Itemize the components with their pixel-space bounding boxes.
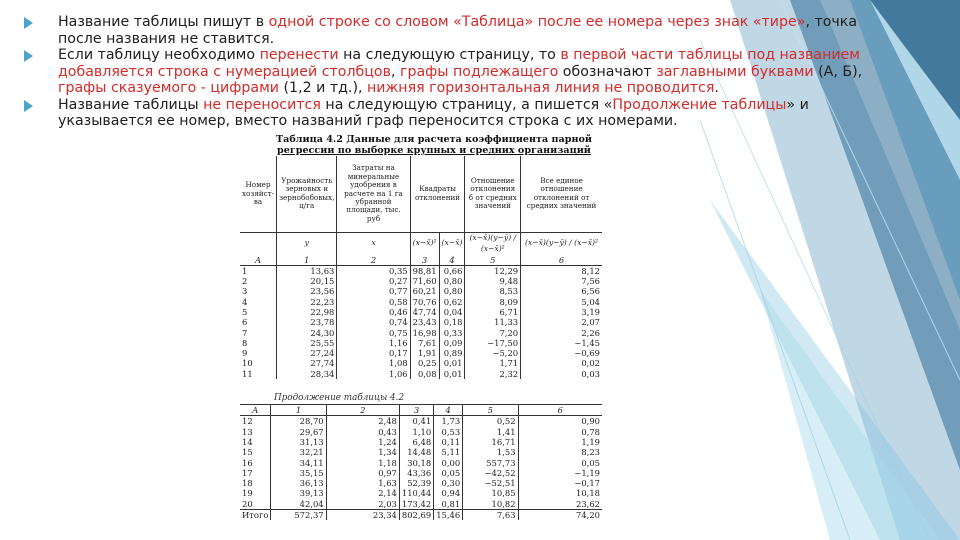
table-cell: 0,41 xyxy=(399,416,433,427)
table-cell: 6 xyxy=(242,317,248,328)
table-cell: 6,71 xyxy=(465,307,521,317)
table-row xyxy=(240,338,602,348)
table-cell: 173,42 xyxy=(399,499,433,510)
table-row xyxy=(240,369,602,379)
table-cell: 0,27 xyxy=(337,276,410,286)
table-cell: −17,50 xyxy=(465,338,521,348)
table-cell: 71,60 xyxy=(410,276,439,286)
table-total-row xyxy=(240,510,602,521)
table-cell: 10 xyxy=(242,358,253,369)
table-cell: 0,90 xyxy=(518,416,602,427)
continuation-body xyxy=(240,416,602,520)
table-cell: 12,29 xyxy=(465,265,521,276)
plain-text: Название таблицы пишут в xyxy=(58,14,269,30)
table-cell: 0,01 xyxy=(439,369,465,379)
table-cell: 0,25 xyxy=(410,358,439,368)
table-cell: 27,74 xyxy=(277,358,337,368)
table-cell: 60,21 xyxy=(410,286,439,296)
highlighted-text: перенести xyxy=(259,47,339,63)
table-index-cell: 2 xyxy=(337,255,410,266)
table-cell: 47,74 xyxy=(410,307,439,317)
table-row xyxy=(240,488,602,498)
table-index-cell: 6 xyxy=(518,405,602,416)
table-cell: 32,21 xyxy=(271,447,326,457)
table-cell: 0,75 xyxy=(337,328,410,338)
table-row xyxy=(240,276,602,286)
table-cell: 29,67 xyxy=(271,427,326,437)
table-cell: 20,15 xyxy=(277,276,337,286)
table-body xyxy=(240,265,602,379)
highlighted-text: нижняя горизонтальная линия не проводится xyxy=(367,80,715,96)
plain-text: Название таблицы xyxy=(58,96,204,113)
table-cell: 2,07 xyxy=(521,317,602,327)
table-symbol-cell xyxy=(240,232,277,255)
continuation-table xyxy=(240,404,602,520)
table-cell: 34,11 xyxy=(271,458,326,468)
table-index-cell: А xyxy=(240,255,277,266)
table-cell: 1,71 xyxy=(465,358,521,368)
table-cell: 42,04 xyxy=(271,499,326,510)
table-cell: 1,24 xyxy=(326,437,399,447)
table-cell: 7,56 xyxy=(521,276,602,286)
table-cell: −0,69 xyxy=(521,348,602,358)
plain-text: , точка после названия не ставится. xyxy=(58,14,858,47)
table-row xyxy=(240,447,602,457)
bullet-item xyxy=(20,97,900,130)
table-header-cell: Урожайность зерновых и зернобобовых, ц/га xyxy=(277,156,337,232)
bullet-arrow-icon xyxy=(24,17,33,29)
table-header-cell: Затраты на минеральные удобрения в расчете на 1 га убранной площади, тыс. руб xyxy=(337,156,410,232)
table-row xyxy=(240,416,602,427)
table-cell: 0,09 xyxy=(439,338,465,348)
table-cell: 1,08 xyxy=(337,358,410,368)
table-cell: 0,81 xyxy=(434,499,463,510)
table-cell: 11,33 xyxy=(465,317,521,327)
table-cell: 0,18 xyxy=(439,317,465,327)
table-symbol-cell: (x−x̄)(y−ȳ) / (x−x̄)² xyxy=(521,232,602,255)
table-cell: 13 xyxy=(242,426,253,437)
table-cell: 36,13 xyxy=(271,478,326,488)
table-cell: 16,71 xyxy=(463,437,518,447)
table-cell: 1,18 xyxy=(326,458,399,468)
table-row xyxy=(240,297,602,307)
table-row xyxy=(240,458,602,468)
table-cell: 0,33 xyxy=(439,328,465,338)
table-cell: 8,12 xyxy=(521,265,602,276)
table-cell: 0,11 xyxy=(434,437,463,447)
table-cell: 22,98 xyxy=(277,307,337,317)
table-cell: −52,51 xyxy=(463,478,518,488)
table-cell: 0,80 xyxy=(439,276,465,286)
table-row xyxy=(240,307,602,317)
table-header-row xyxy=(240,156,602,232)
table-cell: 18 xyxy=(242,478,253,489)
bullet-text xyxy=(58,47,862,96)
table-cell: 10,18 xyxy=(518,488,602,498)
table-cell: 15,46 xyxy=(434,510,463,521)
table-cell: 0,66 xyxy=(439,265,465,276)
table-row xyxy=(240,437,602,447)
table-cell: 7,61 xyxy=(410,338,439,348)
table-cell: 0,89 xyxy=(439,348,465,358)
highlighted-text: не переносится xyxy=(203,96,321,113)
table-cell: 1 xyxy=(242,265,248,276)
bullet-item xyxy=(20,47,900,97)
table-cell: 31,13 xyxy=(271,437,326,447)
table-row xyxy=(240,499,602,510)
table-cell: 23,43 xyxy=(410,317,439,327)
plain-text: . xyxy=(714,80,719,96)
table-cell: 70,76 xyxy=(410,297,439,307)
plain-text: » и указывается ее номер, вместо названий граф переносится строка с их номерами. xyxy=(58,96,809,129)
table-cell: 52,39 xyxy=(399,478,433,488)
table-caption-line: Таблица 4.2 Данные для расчета коэффициента парной xyxy=(275,134,593,145)
table-cell: 27,24 xyxy=(277,348,337,358)
highlighted-text: одной строке со словом «Таблица» после ее номера через знак «тире» xyxy=(268,14,806,30)
table-cell: 7 xyxy=(242,327,248,338)
table-cell: 0,05 xyxy=(434,468,463,478)
table-cell: 30,18 xyxy=(399,458,433,468)
table-cell: 0,80 xyxy=(439,286,465,296)
table-cell: 6,56 xyxy=(521,286,602,296)
table-symbol-cell: y xyxy=(277,232,337,255)
table-cell: 0,04 xyxy=(439,307,465,317)
table-cell: 1,91 xyxy=(410,348,439,358)
table-cell: 5,11 xyxy=(434,447,463,457)
table-cell: 28,34 xyxy=(277,369,337,379)
table-cell: 2,26 xyxy=(521,328,602,338)
table-index-cell: 3 xyxy=(410,255,439,266)
table-cell: 2,03 xyxy=(326,499,399,510)
bullet-text xyxy=(58,14,857,47)
table-cell: 23,62 xyxy=(518,499,602,510)
plain-text: (1,2 и тд.), xyxy=(279,80,368,96)
table-cell: 0,74 xyxy=(337,317,410,327)
table-cell: 110,44 xyxy=(399,488,433,498)
table-row xyxy=(240,348,602,358)
table-cell: 0,58 xyxy=(337,297,410,307)
table-cell: 74,20 xyxy=(518,510,602,521)
table-cell: 22,23 xyxy=(277,297,337,307)
table-index-cell: 1 xyxy=(277,255,337,266)
table-cell: Итого xyxy=(240,510,271,521)
highlighted-text: в первой части таблицы под названием добавляется строка с нумерацией столбцов xyxy=(58,47,861,80)
table-cell: 0,17 xyxy=(337,348,410,358)
table-row xyxy=(240,468,602,478)
table-header-cell: Отношение отклонения б от средних значений xyxy=(465,156,521,232)
table-cell: 2,32 xyxy=(465,369,521,379)
table-header-cell: Квадраты отклонений xyxy=(410,156,465,232)
table-cell: 802,69 xyxy=(399,510,433,521)
table-cell: 1,41 xyxy=(463,427,518,437)
table-cell: 23,34 xyxy=(326,510,399,521)
table-header-cell: Номер хозяйст-ва xyxy=(240,156,277,232)
table-cell: −1,19 xyxy=(518,468,602,478)
table-cell: 7,63 xyxy=(463,510,518,521)
table-cell: −5,20 xyxy=(465,348,521,358)
plain-text: на следующую страницу, то xyxy=(338,47,561,63)
table-cell: 2,48 xyxy=(326,416,399,427)
bullet-item xyxy=(20,14,900,47)
table-symbol-cell: (x−x̄)² xyxy=(410,232,439,255)
table-row xyxy=(240,427,602,437)
table-cell: 9,48 xyxy=(465,276,521,286)
highlighted-text: Продолжение таблицы xyxy=(612,96,787,113)
table-symbol-cell: x xyxy=(337,232,410,255)
table-index-cell: 1 xyxy=(271,405,326,416)
table-cell: 17 xyxy=(242,467,253,478)
table-cell: 572,37 xyxy=(271,510,326,521)
table-cell: 1,53 xyxy=(463,447,518,457)
table-cell: 39,13 xyxy=(271,488,326,498)
table-cell: 0,52 xyxy=(463,416,518,427)
table-cell: 1,06 xyxy=(337,369,410,379)
table-row xyxy=(240,265,602,276)
table-cell: 8 xyxy=(242,337,248,348)
table-cell: 1,19 xyxy=(518,437,602,447)
table-cell: 3 xyxy=(242,286,248,297)
table-cell: 16,98 xyxy=(410,328,439,338)
plain-text: (А, Б), xyxy=(813,63,863,80)
table-cell: −1,45 xyxy=(521,338,602,348)
table-cell: 0,78 xyxy=(518,427,602,437)
table-index-cell: 5 xyxy=(463,405,518,416)
table-cell: 0,62 xyxy=(439,297,465,307)
table-cell: 0,46 xyxy=(337,307,410,317)
bullet-arrow-icon xyxy=(24,100,33,112)
highlighted-text: графы подлежащего xyxy=(400,63,559,80)
table-cell: 25,55 xyxy=(277,338,337,348)
table-cell: 0,94 xyxy=(434,488,463,498)
table-index-cell: А xyxy=(240,405,271,416)
table-cell: 10,85 xyxy=(463,488,518,498)
table-cell: 23,78 xyxy=(277,317,337,327)
table-cell: 19 xyxy=(242,488,253,499)
table-cell: 1,63 xyxy=(326,478,399,488)
table-caption-line: регрессии по выборке крупных и средних организаций xyxy=(277,145,591,156)
table-index-row xyxy=(240,255,602,266)
table-cell: 0,05 xyxy=(518,458,602,468)
table-cell: 14 xyxy=(242,436,253,447)
table-index-cell: 6 xyxy=(521,255,602,266)
table-cell: 0,53 xyxy=(434,427,463,437)
table-cell: 557,73 xyxy=(463,458,518,468)
table-index-cell: 3 xyxy=(399,405,433,416)
table-symbol-row xyxy=(240,232,602,255)
table-row xyxy=(240,358,602,368)
table-cell: 0,02 xyxy=(521,358,602,368)
table-row xyxy=(240,317,602,327)
table-caption xyxy=(258,134,610,156)
table-row xyxy=(240,328,602,338)
table-cell: 1,10 xyxy=(399,427,433,437)
table-cell: 0,77 xyxy=(337,286,410,296)
table-cell: 4 xyxy=(242,296,248,307)
plain-text: Если таблицу необходимо xyxy=(58,47,260,63)
table-symbol-cell: (x−x̄)(y−ȳ) / (x−x̄)² xyxy=(465,232,521,255)
table-cell: 6,48 xyxy=(399,437,433,447)
table-cell: −0,17 xyxy=(518,478,602,488)
table-cell: 20 xyxy=(242,498,253,509)
table-cell: 0,01 xyxy=(439,358,465,368)
table-cell: 43,36 xyxy=(399,468,433,478)
table-cell: 2 xyxy=(242,276,248,287)
table-index-cell: 2 xyxy=(326,405,399,416)
table-cell: 0,35 xyxy=(337,265,410,276)
table-index-cell: 5 xyxy=(465,255,521,266)
table-cell: 5,04 xyxy=(521,297,602,307)
table-index-cell: 4 xyxy=(439,255,465,266)
table-cell: 3,19 xyxy=(521,307,602,317)
table-cell: 12 xyxy=(242,416,253,427)
table-cell: 23,56 xyxy=(277,286,337,296)
table-cell: 1,16 xyxy=(337,338,410,348)
table-cell: 1,73 xyxy=(434,416,463,427)
table-cell: 24,30 xyxy=(277,328,337,338)
table-cell: 0,00 xyxy=(434,458,463,468)
bullet-arrow-icon xyxy=(24,50,33,62)
table-cell: 0,03 xyxy=(521,369,602,379)
table-cell: 0,43 xyxy=(326,427,399,437)
table-cell: 35,15 xyxy=(271,468,326,478)
table-cell: 0,30 xyxy=(434,478,463,488)
table-row xyxy=(240,286,602,296)
table-cell: 8,53 xyxy=(465,286,521,296)
table-cell: 2,14 xyxy=(326,488,399,498)
table-cell: 5 xyxy=(242,306,248,317)
table-cell: 15 xyxy=(242,447,253,458)
table-cell: 10,82 xyxy=(463,499,518,510)
table-cell: 11 xyxy=(242,368,253,379)
table-cell: 0,97 xyxy=(326,468,399,478)
plain-text: на следующую страницу, а пишется « xyxy=(320,96,613,113)
table-cell: 8,09 xyxy=(465,297,521,307)
table-symbol-cell: (x−x̄) xyxy=(439,232,465,255)
table-cell: 8,23 xyxy=(518,447,602,457)
table-header-cell: Все единое отношение отклонений от средних значений xyxy=(521,156,602,232)
table-image xyxy=(238,134,610,520)
bullet-list xyxy=(20,14,900,130)
table-cell: 9 xyxy=(242,348,248,359)
bullet-text xyxy=(58,97,809,130)
table-cell: 16 xyxy=(242,457,253,468)
table-cell: −42,52 xyxy=(463,468,518,478)
table-index-row xyxy=(240,405,602,416)
table-row xyxy=(240,478,602,488)
highlighted-text: графы сказуемого - цифрами xyxy=(58,80,280,96)
table-index-cell: 4 xyxy=(434,405,463,416)
table-cell: 13,63 xyxy=(277,265,337,276)
highlighted-text: заглавными буквами xyxy=(656,63,814,80)
plain-text: , xyxy=(390,63,401,80)
table-cell: 1,34 xyxy=(326,447,399,457)
table-cell: 7,20 xyxy=(465,328,521,338)
data-table xyxy=(240,156,602,379)
plain-text: обозначают xyxy=(558,63,657,80)
table-cell: 14,48 xyxy=(399,447,433,457)
continuation-title: Продолжение таблицы 4.2 xyxy=(274,393,405,404)
table-cell: 0,08 xyxy=(410,369,439,379)
table-cell: 28,70 xyxy=(271,416,326,427)
table-cell: 98,81 xyxy=(410,265,439,276)
